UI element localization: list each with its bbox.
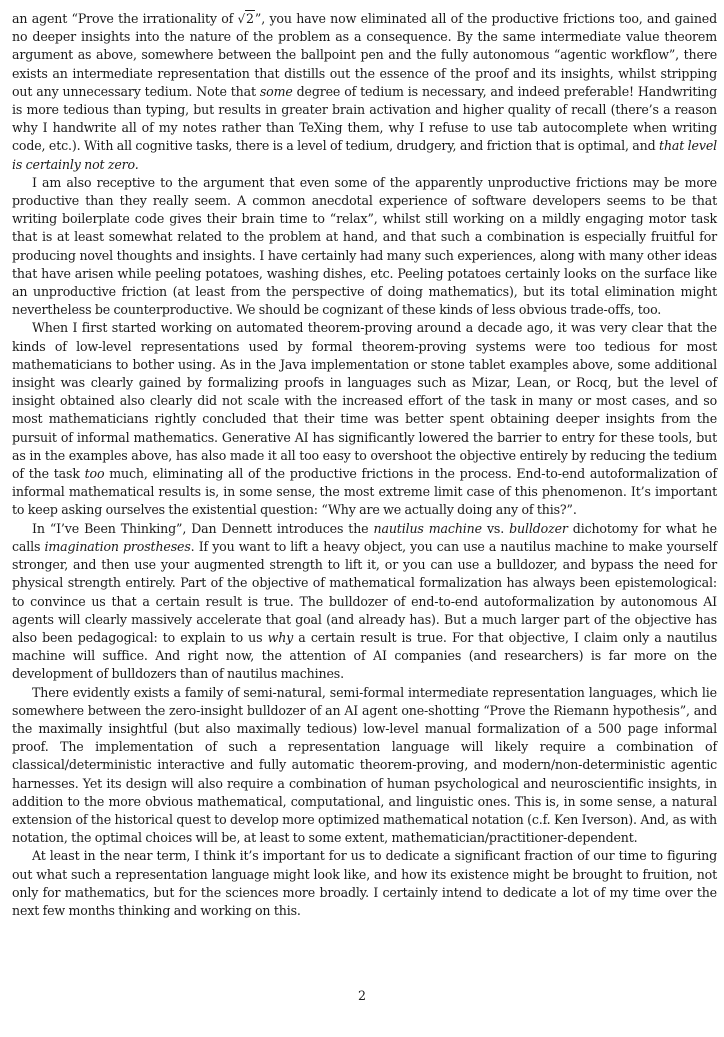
emphasis: imagination prostheses (44, 538, 191, 554)
text-run: . If you want to lift a heavy object, you can use a nautilus machine to make yourself stronger, and then use your augmented strength to lift it, or you can use a bulldozer, and bypass the need for physical strength entirely. Part of the objective of mathematical formalization has always been epistemological: to convince us that a certain result is true. The bulldozer of end-to-end autoformalization by autonomous AI agents will clearly massively accelerate that goal (and already has). But a much larger part of the objective has also been pedagogical: to explain to us (12, 538, 717, 645)
radical-sign-icon: √ (237, 12, 246, 26)
text-run: When I first started working on automated theorem-proving around a decade ago, it was very clear that the kinds of low-level representations used by formal theorem-proving systems were too tedious for most mathematicians to bother using. As in the Java implementation or stone tablet examples above, some additional insight was clearly gained by formalizing proofs in languages such as Mizar, Lean, or Rocq, but the level of insight obtained also clearly did not scale with the increased effort of the task in many or most cases, and so most mathematicians rightly concluded that their time was better spent obtaining deeper insights from the pursuit of informal mathematics. Generative AI has significantly lowered the barrier to entry for these tools, but as in the examples above, has also made it all too easy to overshoot the objective entirely by reducing the tedium of the task (12, 320, 717, 482)
text-run: At least in the near term, I think it’s important for us to dedicate a significant fraction of our time to figuring out what such a representation language might look like, and how its existence might be brought to fruition, not only for mathematics, but for the sciences more broadly. I certainly intend to dedicate a lot of my time over the next few months thinking and working on this. (12, 848, 717, 918)
body-paragraph (12, 319, 717, 519)
text-run: In “I’ve Been Thinking”, Dan Dennett introduces the (32, 520, 374, 536)
square-root-expression (238, 11, 255, 26)
body-paragraph (12, 174, 717, 320)
body-paragraph (12, 520, 717, 684)
text-run: vs. (481, 520, 510, 536)
body-paragraph (12, 10, 717, 174)
radicand: 2 (246, 11, 254, 26)
text-run: I am also receptive to the argument that even some of the apparently unproductive frictions may be more productive than they really seem. A common anecdotal experience of software developers seems to be that writing boilerplate code gives their brain time to “relax”, whilst still working on a mildly engaging motor task that is at least somewhat related to the problem at hand, and that such a combination is especially fruitful for producing novel thoughts and insights. I have certainly had many such experiences, along with many other ideas that have arisen while peeling potatoes, washing dishes, etc. Peeling potatoes certainly looks on the surface like an unproductive friction (at least from the perspective of doing mathematics), but its total elimination might nevertheless be counterproductive. We should be cognizant of these kinds of less obvious trade-offs, too. (12, 174, 717, 318)
text-run: much, eliminating all of the productive frictions in the process. End-to-end autoformalization of informal mathematical results is, in some sense, the most extreme limit case of this phenomenon. It’s important to keep asking ourselves the existential question: “Why are we actually doing any of this?”. (12, 466, 717, 518)
body-paragraph (12, 684, 717, 848)
emphasis: that level is certainly not zero. (12, 138, 717, 172)
text-run: a certain result is true. For that objective, I claim only a nautilus machine will suffice. And right now, the attention of AI companies (and researchers) is far more on the development of bulldozers than of nautilus machines. (12, 629, 718, 682)
page-number: 2 (357, 988, 366, 1003)
emphasis: bulldozer (509, 520, 568, 536)
text-run: an agent “Prove the irrationality of (12, 11, 238, 26)
text-run: degree of tedium is necessary, and indeed preferable! Handwriting is more tedious than typing, but results in greater brain activation and higher quality of recall (there’s a reason why I handwrite all of my notes rather than TeXing them, why I refuse to use tab autocomplete when writing code, etc.). With all cognitive tasks, there is a level of tedium, drudgery, and friction that is optimal, and (12, 83, 717, 154)
text-run: ”, you have now eliminated all of the productive frictions too, and gained no deeper insights into the nature of the problem as a consequence. By the same intermediate value theorem argument as above, somewhere between the ballpoint pen and the fully autonomous “agentic workflow”, there exists an intermediate representation that distills out the essence of the proof and its insights, whilst stripping out any unnecessary tedium. Note that (12, 11, 717, 99)
page-body (12, 10, 717, 920)
emphasis: why (267, 629, 294, 645)
text-run: dichotomy for what he calls (12, 520, 717, 554)
text-run: There evidently exists a family of semi-natural, semi-formal intermediate representation languages, which lie somewhere between the zero-insight bulldozer of an AI agent one-shotting “Prove the Riemann hypothesis”, and the maximally insightful (but also maximally tedious) low-level manual formalization of a 500 page informal proof. The implementation of such a representation language will likely require a combination of classical/deterministic interactive and fully automatic theorem-proving, and modern/non-deterministic agentic harnesses. Yet its design will also require a combination of human psychological and neuroscientific insights, in addition to the more obvious mathematical, computational, and linguistic ones. This is, in some sense, a natural extension of the historical quest to develop more optimized mathematical notation (c.f. Ken Iverson). And, as with notation, the optimal choices will be, at least to some extent, mathematician/practitioner-dependent. (12, 684, 717, 846)
emphasis: some (259, 83, 293, 99)
body-paragraph (12, 847, 717, 920)
emphasis: too (84, 466, 105, 482)
emphasis: nautilus machine (373, 520, 482, 536)
